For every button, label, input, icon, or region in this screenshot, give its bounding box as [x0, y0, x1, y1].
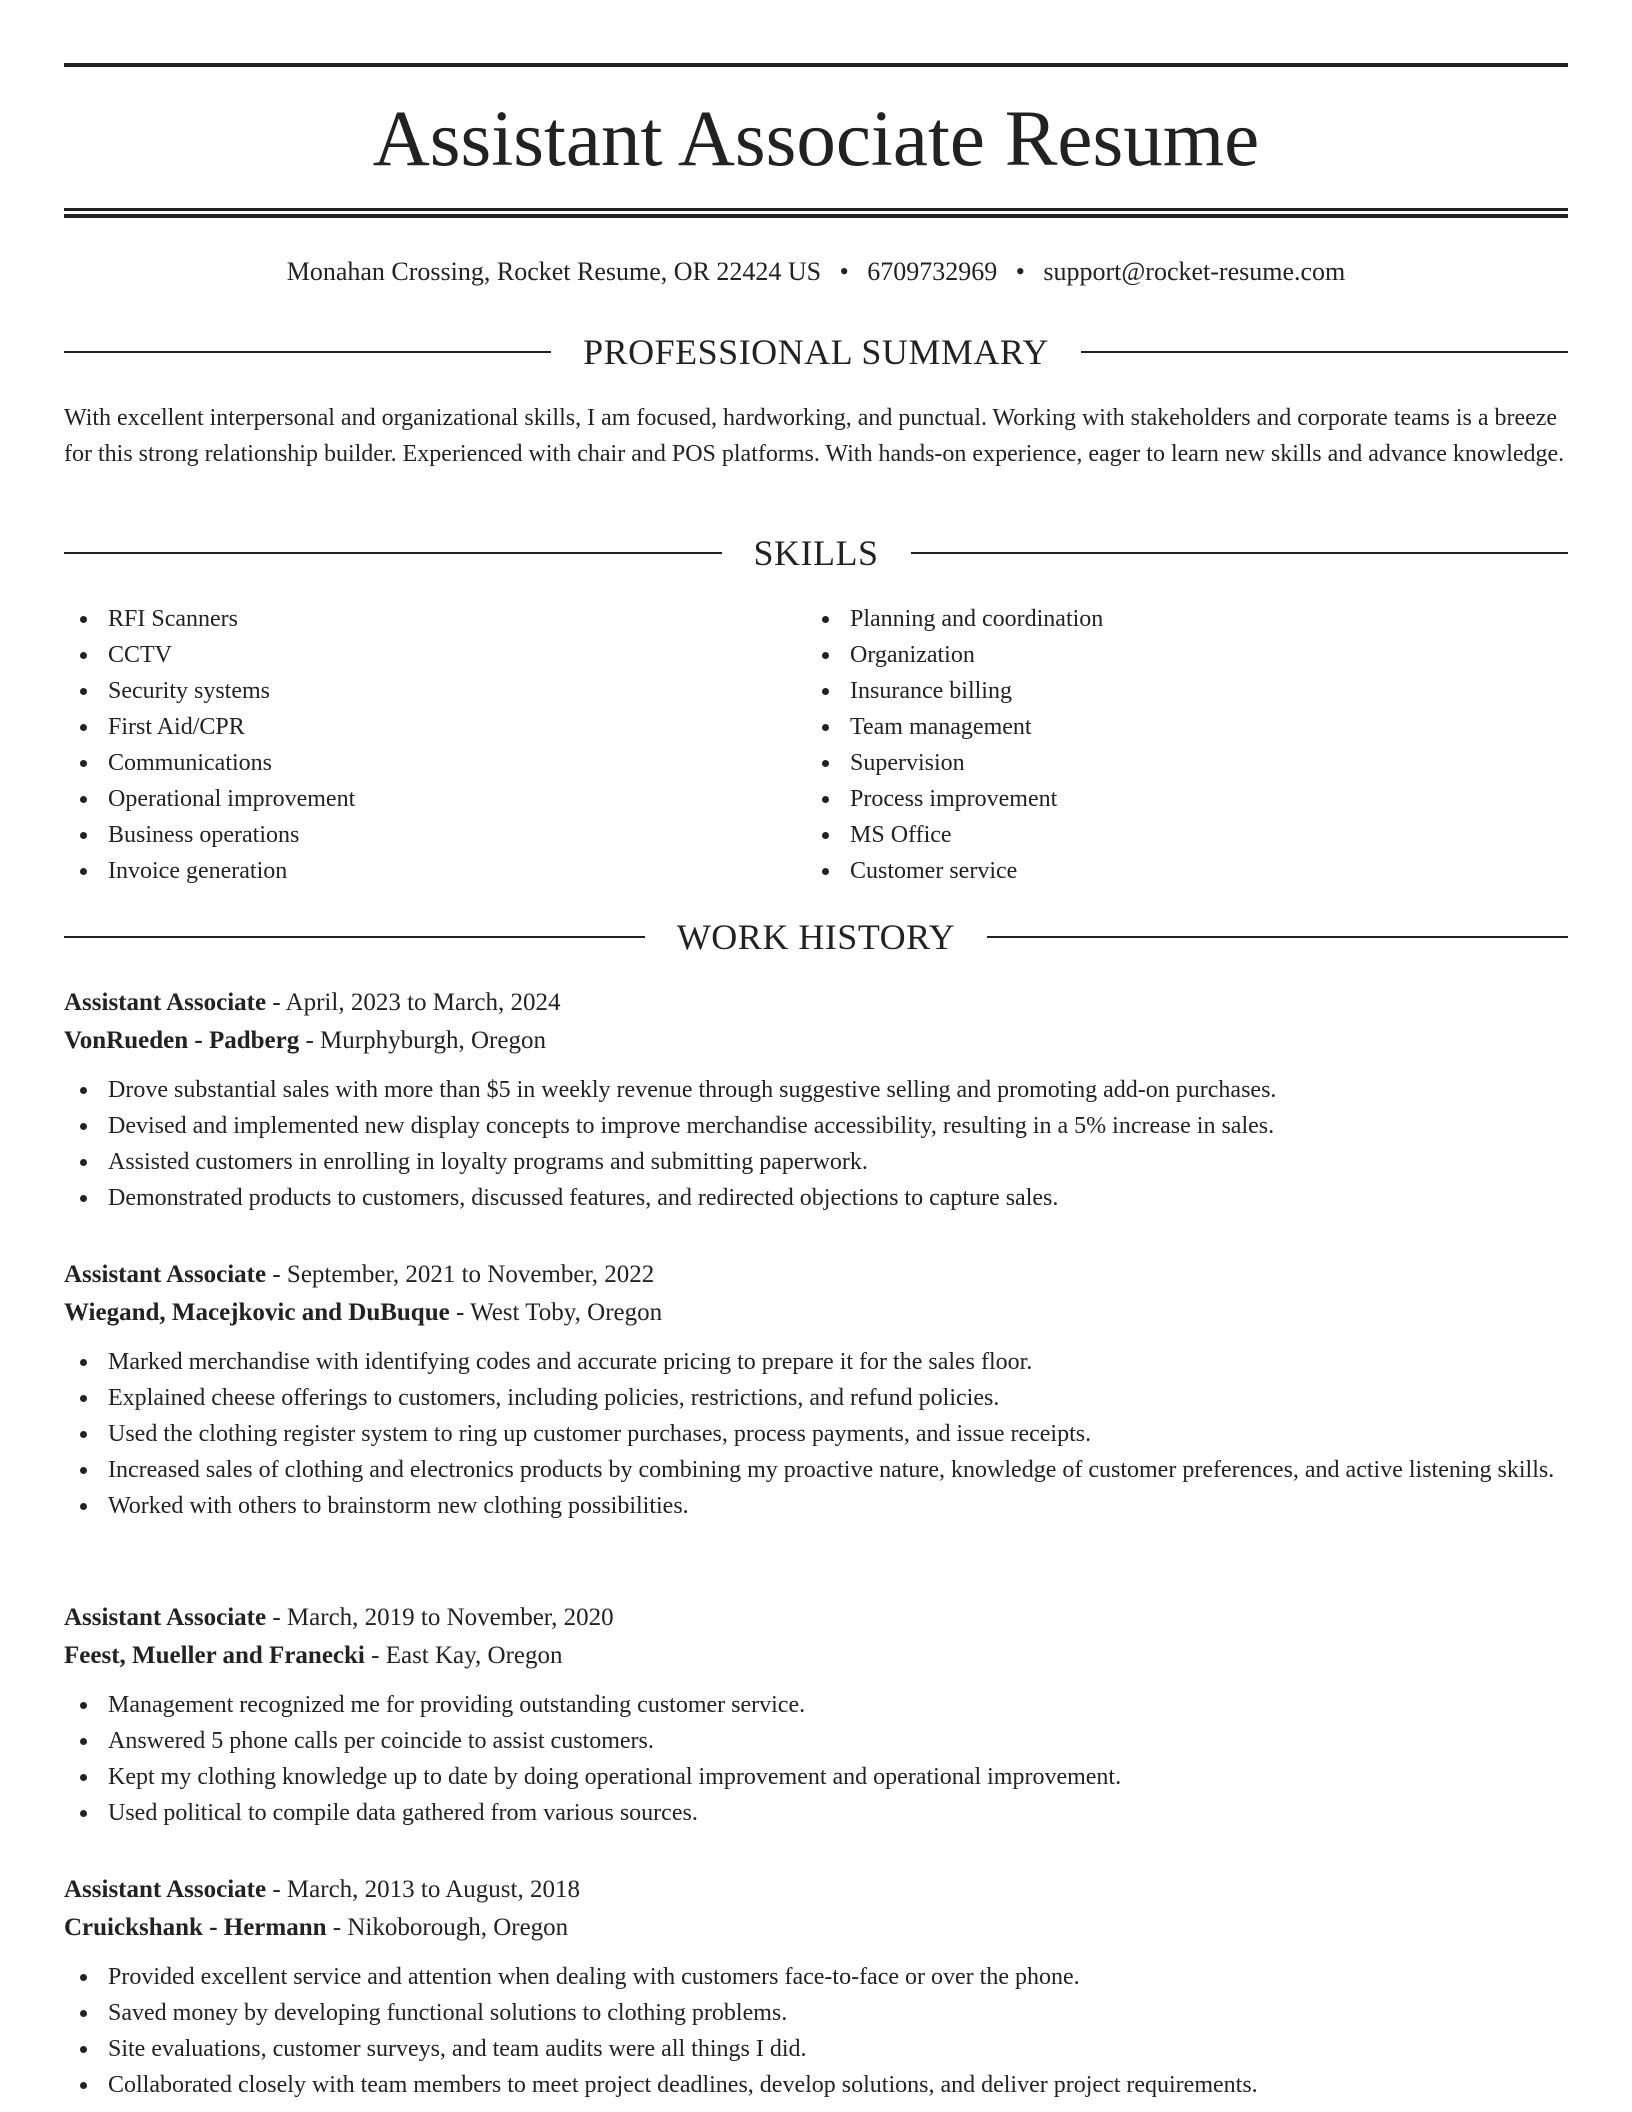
skill-item: Planning and coordination	[806, 601, 1506, 637]
skills-heading: SKILLS	[753, 533, 879, 573]
skill-item: Business operations	[64, 817, 764, 853]
job-location: West Toby, Oregon	[470, 1299, 663, 1326]
skill-item: Operational improvement	[64, 781, 764, 817]
job-bullet: Increased sales of clothing and electronics products by combining my proactive nature, knowledge of customer preferences, and active listening skills.	[64, 1452, 1568, 1488]
job-location: East Kay, Oregon	[385, 1642, 563, 1669]
skill-item: Security systems	[64, 673, 764, 709]
job-bullet: Explained cheese offerings to customers, including policies, restrictions, and refund policies.	[64, 1380, 1568, 1416]
job-dash: -	[272, 1876, 281, 1903]
work-heading: WORK HISTORY	[676, 917, 956, 957]
job-dash: -	[305, 1027, 314, 1054]
skill-item: RFI Scanners	[64, 601, 764, 637]
skill-item: MS Office	[806, 817, 1506, 853]
skill-item: Supervision	[806, 745, 1506, 781]
heading-rule-right	[911, 552, 1569, 554]
job-bullet: Site evaluations, customer surveys, and team audits were all things I did.	[64, 2031, 1568, 2067]
job-role-line	[64, 1599, 1568, 1637]
job-bullets	[64, 1959, 1568, 2103]
job-location: Nikoborough, Oregon	[347, 1914, 569, 1941]
job-dates: April, 2023 to March, 2024	[285, 989, 561, 1016]
job-bullet: Worked with others to brainstorm new clothing possibilities.	[64, 1488, 1568, 1524]
work-heading-row	[64, 915, 1568, 959]
job-company: Cruickshank - Hermann	[64, 1914, 327, 1941]
skill-item: Customer service	[806, 853, 1506, 889]
job-company: Wiegand, Macejkovic and DuBuque	[64, 1299, 450, 1326]
heading-rule-left	[64, 552, 722, 554]
job-company: VonRueden - Padberg	[64, 1027, 300, 1054]
job-dash: -	[332, 1914, 342, 1941]
contact-phone[interactable]: 6709732969	[867, 257, 998, 286]
job-bullets	[64, 1344, 1568, 1524]
job-bullet: Demonstrated products to customers, discussed features, and redirected objections to capture sales.	[64, 1180, 1568, 1216]
header-double-rule	[64, 208, 1568, 218]
job-bullet: Kept my clothing knowledge up to date by doing operational improvement and operational improvement.	[64, 1759, 1568, 1795]
job-dates: March, 2013 to August, 2018	[286, 1876, 580, 1903]
heading-rule-right	[1081, 351, 1568, 353]
job-dates: March, 2019 to November, 2020	[286, 1604, 614, 1631]
job-title: Assistant Associate	[64, 1876, 267, 1903]
job-dash: -	[272, 1604, 281, 1631]
contact-separator: •	[839, 257, 849, 286]
job-bullet: Saved money by developing functional solutions to clothing problems.	[64, 1995, 1568, 2031]
job-bullet: Answered 5 phone calls per coincide to assist customers.	[64, 1723, 1568, 1759]
job-bullet: Provided excellent service and attention when dealing with customers face-to-face or over the phone.	[64, 1959, 1568, 1995]
contact-line	[64, 254, 1568, 290]
job-entry	[64, 1871, 1568, 2103]
contact-address: Monahan Crossing, Rocket Resume, OR 22424 US	[286, 257, 822, 286]
job-entry	[64, 1256, 1568, 1524]
job-dash: -	[455, 1299, 465, 1326]
job-bullet: Management recognized me for providing outstanding customer service.	[64, 1687, 1568, 1723]
skill-item: Process improvement	[806, 781, 1506, 817]
skill-item: Team management	[806, 709, 1506, 745]
job-dash: -	[371, 1642, 380, 1669]
skill-item: First Aid/CPR	[64, 709, 764, 745]
job-bullet: Collaborated closely with team members to meet project deadlines, develop solutions, and deliver project requirements.	[64, 2067, 1568, 2103]
heading-rule-right	[987, 936, 1568, 938]
summary-heading: PROFESSIONAL SUMMARY	[583, 332, 1049, 372]
heading-rule-left	[64, 351, 551, 353]
summary-heading-row	[64, 330, 1568, 374]
skill-item: Communications	[64, 745, 764, 781]
skills-list-right	[806, 601, 1506, 889]
job-bullet: Drove substantial sales with more than $5 in weekly revenue through suggestive selling and promoting add-on purchases.	[64, 1072, 1568, 1108]
skill-item: Invoice generation	[64, 853, 764, 889]
job-location: Murphyburgh, Oregon	[320, 1027, 546, 1054]
job-title: Assistant Associate	[64, 1604, 267, 1631]
skill-item: Insurance billing	[806, 673, 1506, 709]
job-role-line	[64, 1256, 1568, 1294]
job-role-line	[64, 984, 1568, 1022]
skill-item: Organization	[806, 637, 1506, 673]
job-company-line	[64, 1637, 1568, 1675]
skills-heading-row	[64, 531, 1568, 575]
job-dash: -	[272, 1261, 281, 1288]
job-bullet: Used the clothing register system to ring up customer purchases, process payments, and issue receipts.	[64, 1416, 1568, 1452]
job-company-line	[64, 1022, 1568, 1060]
job-company-line	[64, 1294, 1568, 1332]
job-entry	[64, 984, 1568, 1216]
summary-text: With excellent interpersonal and organizational skills, I am focused, hardworking, and punctual. Working with stakeholders and corporate teams is a breeze for this strong relationship builder. Experienced with chair and POS platforms. With hands-on experience, eager to learn new skills and advance knowledge.	[64, 405, 1565, 467]
job-role-line	[64, 1871, 1568, 1909]
job-bullet: Marked merchandise with identifying codes and accurate pricing to prepare it for the sales floor.	[64, 1344, 1568, 1380]
skill-item: CCTV	[64, 637, 764, 673]
header-top-rule	[64, 63, 1568, 67]
job-bullet: Used political to compile data gathered from various sources.	[64, 1795, 1568, 1831]
job-entry	[64, 1599, 1568, 1831]
job-bullet: Devised and implemented new display concepts to improve merchandise accessibility, resulting in a 5% increase in sales.	[64, 1108, 1568, 1144]
resume-title: Assistant Associate Resume	[372, 96, 1260, 183]
job-company: Feest, Mueller and Franecki	[64, 1642, 365, 1669]
job-title: Assistant Associate	[64, 989, 267, 1016]
contact-separator: •	[1015, 257, 1025, 286]
heading-rule-left	[64, 936, 645, 938]
job-bullet: Assisted customers in enrolling in loyalty programs and submitting paperwork.	[64, 1144, 1568, 1180]
skills-list-left	[64, 601, 764, 889]
job-company-line	[64, 1909, 1568, 1947]
job-bullets	[64, 1687, 1568, 1831]
job-dates: September, 2021 to November, 2022	[286, 1261, 655, 1288]
contact-email[interactable]: support@rocket-resume.com	[1043, 257, 1346, 286]
job-title: Assistant Associate	[64, 1261, 267, 1288]
job-dash: -	[272, 989, 281, 1016]
job-bullets	[64, 1072, 1568, 1216]
